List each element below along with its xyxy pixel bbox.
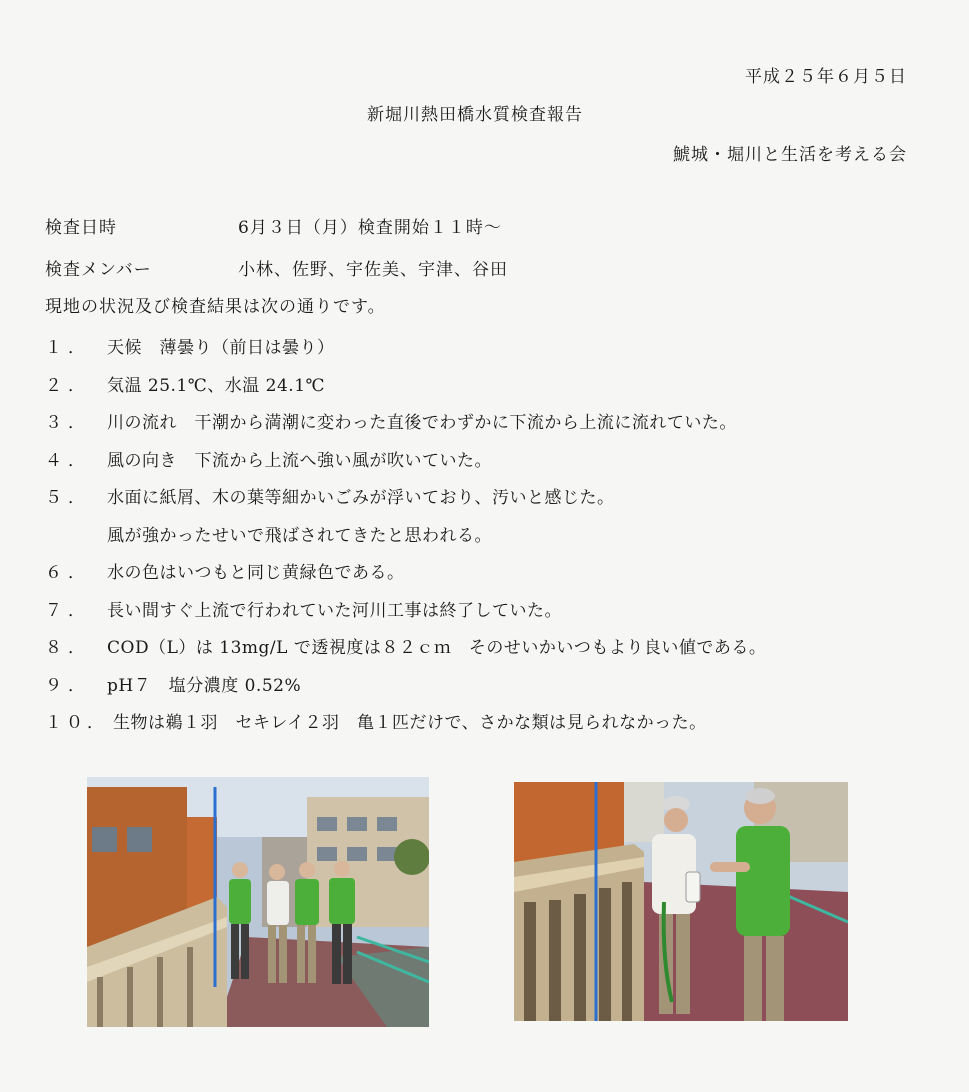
item-number: ６．: [45, 563, 91, 583]
item-number: １０．: [45, 713, 108, 733]
list-item: [45, 705, 945, 743]
item-text: 風の向き 下流から上流へ強い風が吹いていた。: [107, 450, 492, 471]
item-text: 天候 薄曇り（前日は曇り）: [107, 338, 335, 358]
item-number: ７．: [45, 600, 91, 621]
intro-text: 現地の状況及び検査結果は次の通りです。: [45, 297, 386, 317]
results-list: [45, 330, 945, 743]
report-date: 平成２５年６月５日: [745, 67, 907, 87]
members-label: 検査メンバー: [45, 260, 152, 280]
inspection-members-row: [45, 255, 508, 280]
list-item: [45, 330, 945, 368]
item-number: ９．: [45, 675, 91, 696]
list-item: [45, 443, 945, 481]
item-number: ２．: [45, 375, 91, 396]
item-text: 長い間すぐ上流で行われていた河川工事は終了していた。: [107, 600, 562, 621]
report-title: 新堀川熱田橋水質検査報告: [367, 105, 583, 125]
inspection-datetime-row: [45, 213, 502, 238]
item-number: ４．: [45, 450, 91, 471]
item-number: ８．: [45, 638, 91, 658]
item-text: 生物は鵜１羽 セキレイ２羽 亀１匹だけで、さかな類は見られなかった。: [113, 713, 707, 733]
members-value: 小林、佐野、宇佐美、宇津、谷田: [238, 260, 508, 280]
item-text: 水の色はいつもと同じ黄緑色である。: [107, 563, 405, 583]
list-item: [45, 668, 945, 706]
item-number: ５．: [45, 488, 91, 508]
group-photo: [87, 777, 429, 1027]
list-item: [45, 368, 945, 406]
sampling-photo: [514, 782, 848, 1021]
item-text: 川の流れ 干潮から満潮に変わった直後でわずかに下流から上流に流れていた。: [107, 413, 737, 433]
datetime-label: 検査日時: [45, 218, 117, 238]
list-item: [45, 480, 945, 518]
item-text: COD（L）は 13mg/L で透視度は８２ｃｍ そのせいかいつもより良い値である。: [107, 638, 767, 658]
list-item: [45, 555, 945, 593]
list-item-continuation: [45, 518, 945, 556]
datetime-value: 6月３日（月）検査開始１１時～: [238, 218, 502, 238]
item-text: 気温 25.1℃、水温 24.1℃: [107, 375, 326, 396]
item-text: 水面に紙屑、木の葉等細かいごみが浮いており、汚いと感じた。: [107, 488, 615, 508]
group-photo-image: [87, 777, 429, 1027]
item-text: pH７ 塩分濃度 0.52%: [107, 675, 302, 696]
sampling-photo-image: [514, 782, 848, 1021]
item-number: １．: [45, 338, 91, 358]
list-item: [45, 630, 945, 668]
item-text: 風が強かったせいで飛ばされてきたと思われる。: [107, 525, 492, 546]
item-number: ３．: [45, 413, 91, 433]
list-item: [45, 405, 945, 443]
organization-name: 鯱城・堀川と生活を考える会: [673, 145, 907, 165]
item-number: [45, 518, 107, 556]
list-item: [45, 593, 945, 631]
